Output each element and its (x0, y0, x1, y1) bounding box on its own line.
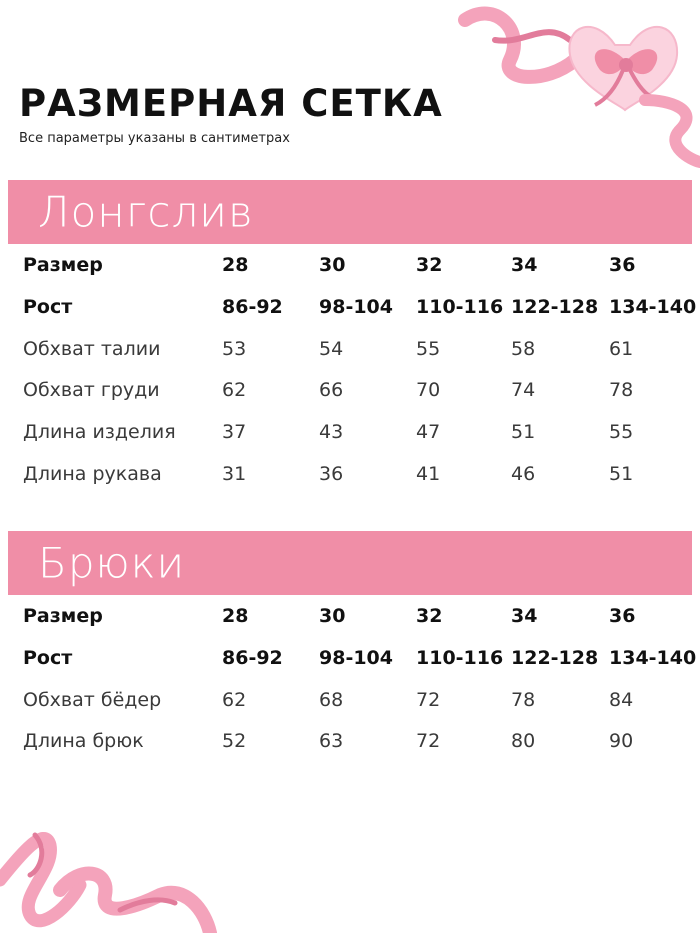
table-cell: 78 (609, 379, 634, 402)
section-header-trousers (8, 531, 692, 595)
table-row (0, 454, 700, 496)
table-cell: 62 (222, 379, 247, 402)
section-header-longsleeve (8, 180, 692, 244)
row-label: Рост (23, 646, 73, 669)
table-row (0, 370, 700, 412)
table-cell: 46 (511, 462, 536, 485)
table-cell: 51 (511, 421, 536, 444)
table-cell: 72 (416, 730, 441, 753)
page-subtitle: Все параметры указаны в сантиметрах (19, 131, 290, 146)
table-cell: 32 (416, 605, 443, 627)
table-cell: 53 (222, 337, 247, 360)
table-cell: 110-116 (416, 295, 504, 318)
table-cell: 90 (609, 730, 634, 753)
table-cell: 55 (416, 337, 441, 360)
row-label: Обхват талии (23, 337, 161, 360)
table-cell: 36 (319, 462, 344, 485)
table-cell: 37 (222, 421, 247, 444)
table-cell: 61 (609, 337, 634, 360)
table-cell: 68 (319, 688, 344, 711)
table-row (0, 287, 700, 329)
table-cell: 134-140 (609, 295, 697, 318)
table-cell: 43 (319, 421, 344, 444)
table-cell: 134-140 (609, 646, 697, 669)
table-cell: 36 (609, 254, 636, 276)
table-cell: 66 (319, 379, 344, 402)
table-cell: 122-128 (511, 646, 599, 669)
table-cell: 34 (511, 254, 538, 276)
table-row (0, 721, 700, 763)
row-label: Размер (23, 605, 103, 627)
table-cell: 86-92 (222, 646, 283, 669)
table-cell: 122-128 (511, 295, 599, 318)
table-cell: 98-104 (319, 295, 393, 318)
table-row (0, 680, 700, 722)
table-cell: 80 (511, 730, 536, 753)
table-row (0, 329, 700, 371)
table-cell: 28 (222, 605, 249, 627)
table-row (0, 596, 700, 638)
table-cell: 86-92 (222, 295, 283, 318)
row-label: Длина изделия (23, 421, 176, 444)
row-label: Размер (23, 254, 103, 276)
page-title: РАЗМЕРНАЯ СЕТКА (19, 82, 443, 125)
table-cell: 30 (319, 254, 346, 276)
table-row (0, 245, 700, 287)
section-title: Лонгслив (38, 187, 254, 237)
row-label: Длина рукава (23, 462, 162, 485)
table-cell: 51 (609, 462, 634, 485)
table-row (0, 638, 700, 680)
table-cell: 110-116 (416, 646, 504, 669)
table-cell: 58 (511, 337, 536, 360)
table-cell: 72 (416, 688, 441, 711)
table-cell: 36 (609, 605, 636, 627)
table-cell: 62 (222, 688, 247, 711)
table-row (0, 412, 700, 454)
table-cell: 98-104 (319, 646, 393, 669)
table-cell: 31 (222, 462, 247, 485)
table-cell: 70 (416, 379, 441, 402)
table-cell: 30 (319, 605, 346, 627)
gift-heart-ribbon-icon (455, 0, 700, 170)
section-title: Брюки (38, 538, 186, 588)
table-cell: 54 (319, 337, 344, 360)
table-cell: 52 (222, 730, 247, 753)
table-cell: 63 (319, 730, 344, 753)
row-label: Рост (23, 295, 73, 318)
table-cell: 32 (416, 254, 443, 276)
table-cell: 28 (222, 254, 249, 276)
table-cell: 84 (609, 688, 634, 711)
ribbon-curl-icon (0, 815, 220, 933)
table-cell: 41 (416, 462, 441, 485)
table-cell: 74 (511, 379, 536, 402)
table-cell: 34 (511, 605, 538, 627)
table-cell: 55 (609, 421, 634, 444)
row-label: Длина брюк (23, 730, 144, 753)
row-label: Обхват бёдер (23, 688, 162, 711)
table-cell: 47 (416, 421, 441, 444)
size-table-trousers (0, 596, 700, 763)
table-cell: 78 (511, 688, 536, 711)
size-table-longsleeve (0, 245, 700, 496)
row-label: Обхват груди (23, 379, 160, 402)
